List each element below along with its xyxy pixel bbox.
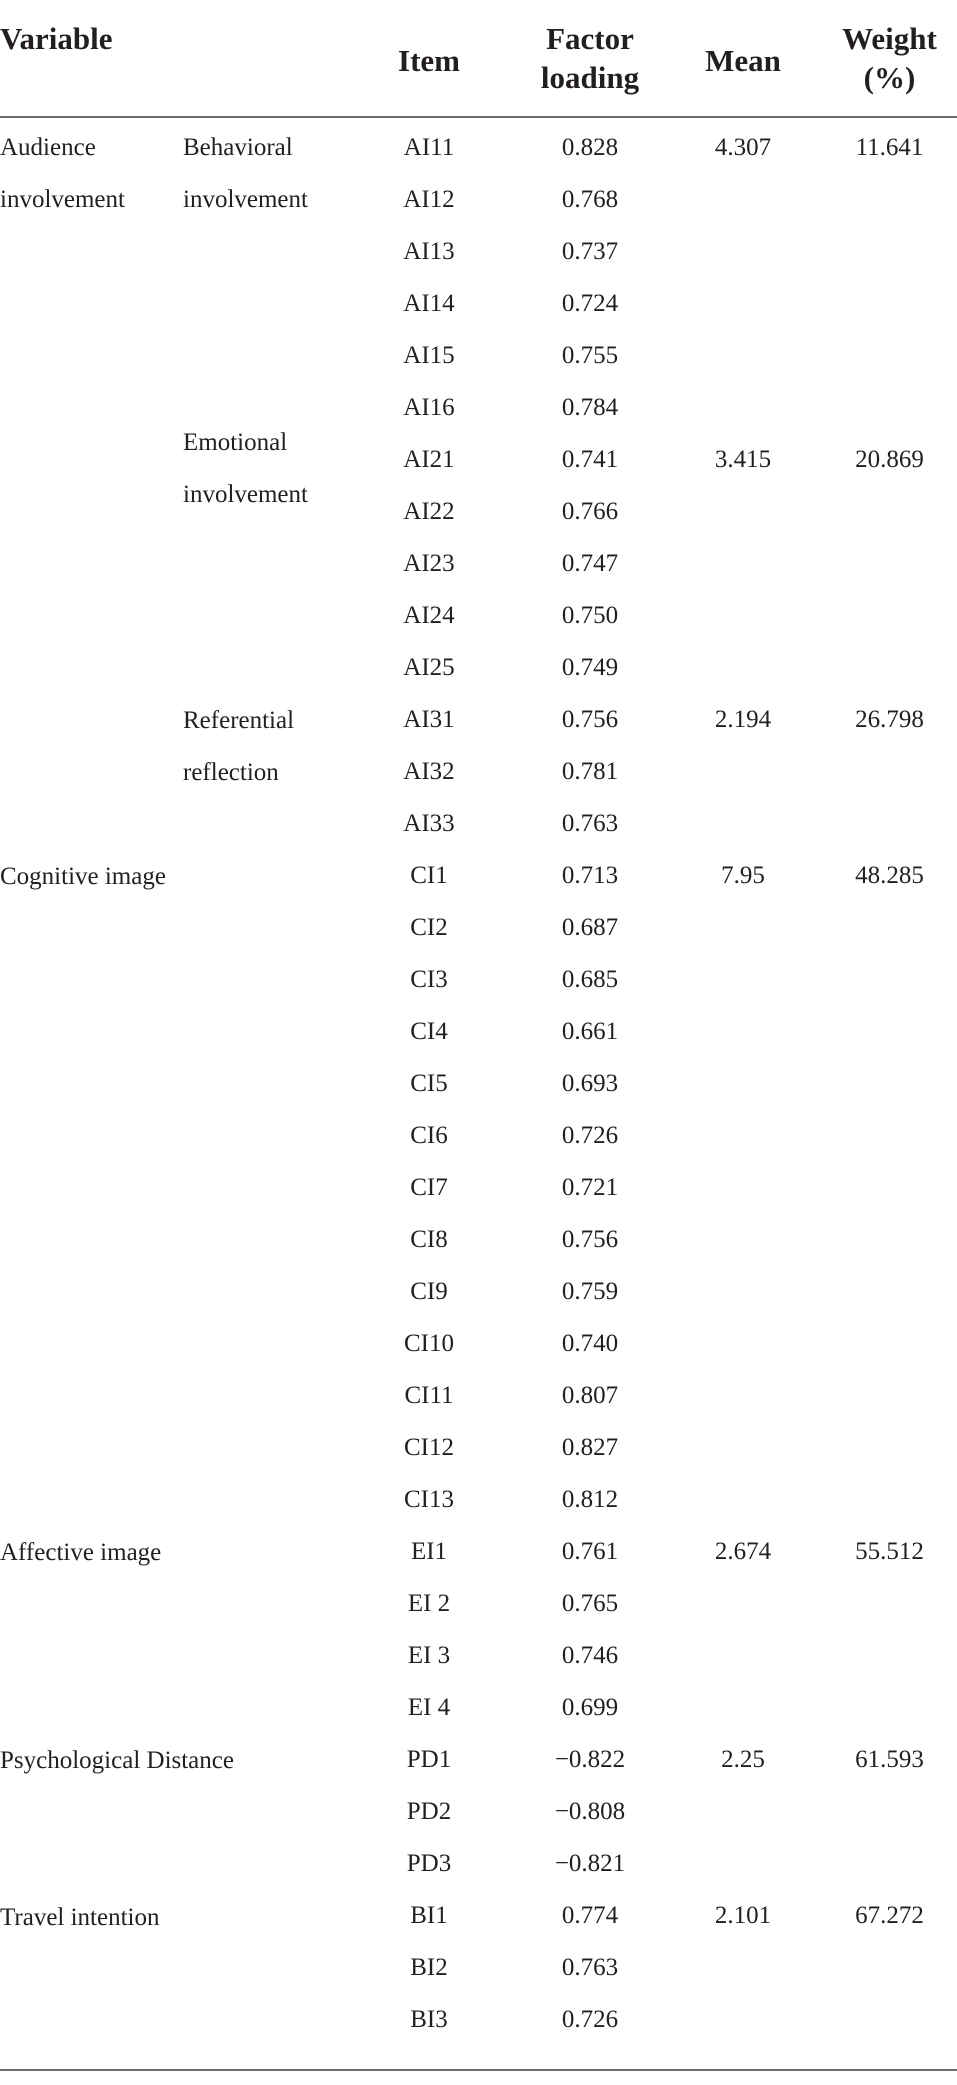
cell-factor-loading: 0.749 xyxy=(561,654,619,681)
variable-psychological-distance: Psychological Distance xyxy=(0,1747,234,1774)
header-factor-loading-line1: Factor xyxy=(546,21,634,56)
cell-item: CI6 xyxy=(410,1122,448,1149)
cell-factor-loading: 0.807 xyxy=(561,1382,619,1409)
cell-item: PD1 xyxy=(406,1746,452,1773)
cell-item: AI24 xyxy=(403,602,455,629)
cell-factor-loading: 0.726 xyxy=(561,2006,619,2033)
cell-item: AI14 xyxy=(403,290,455,317)
cell-item: BI3 xyxy=(410,2006,448,2033)
subvariable-emotional-line1: Emotional xyxy=(183,429,288,456)
cell-factor-loading: 0.687 xyxy=(561,914,619,941)
cell-item: BI1 xyxy=(410,1902,448,1929)
cell-factor-loading: 0.737 xyxy=(561,238,619,265)
cell-factor-loading: 0.828 xyxy=(561,134,619,161)
cell-item: CI11 xyxy=(404,1382,454,1409)
cell-factor-loading: 0.766 xyxy=(561,498,619,525)
cell-item: AI15 xyxy=(403,342,455,369)
variable-cognitive-image: Cognitive image xyxy=(0,863,166,890)
cell-item: EI1 xyxy=(410,1538,448,1565)
cell-item: CI9 xyxy=(410,1278,448,1305)
cell-factor-loading: −0.822 xyxy=(554,1746,626,1773)
cell-factor-loading: 0.763 xyxy=(561,810,619,837)
variable-affective-image: Affective image xyxy=(0,1539,162,1566)
cell-factor-loading: 0.661 xyxy=(561,1018,619,1045)
cell-item: AI13 xyxy=(403,238,455,265)
cell-factor-loading: 0.693 xyxy=(561,1070,619,1097)
cell-item: AI16 xyxy=(403,394,455,421)
cell-item: CI3 xyxy=(410,966,448,993)
variable-travel-intention: Travel intention xyxy=(0,1904,160,1931)
subvariable-behavioral-line2: involvement xyxy=(183,186,308,213)
cell-item: BI2 xyxy=(410,1954,448,1981)
cell-item: AI25 xyxy=(403,654,455,681)
cell-item: PD2 xyxy=(406,1798,452,1825)
cell-factor-loading: 0.756 xyxy=(561,1226,619,1253)
cell-item: AI12 xyxy=(403,186,455,213)
cell-item: PD3 xyxy=(406,1850,452,1877)
cell-item: CI1 xyxy=(410,862,448,889)
cell-item: AI21 xyxy=(403,446,455,473)
cell-item: AI23 xyxy=(403,550,455,577)
cell-mean: 2.101 xyxy=(714,1902,772,1929)
subvariable-behavioral-line1: Behavioral xyxy=(183,134,293,161)
cell-item: CI8 xyxy=(410,1226,448,1253)
cell-factor-loading: 0.774 xyxy=(561,1902,619,1929)
header-mean: Mean xyxy=(705,43,781,78)
cell-item: AI22 xyxy=(403,498,455,525)
cell-item: CI12 xyxy=(404,1434,454,1461)
cell-item: CI13 xyxy=(404,1486,454,1513)
cell-factor-loading: 0.781 xyxy=(561,758,619,785)
cell-factor-loading: 0.685 xyxy=(561,966,619,993)
footer-rule xyxy=(0,2069,957,2071)
cell-item: AI33 xyxy=(403,810,455,837)
cell-mean: 2.194 xyxy=(714,706,772,733)
cell-item: CI4 xyxy=(410,1018,448,1045)
cell-factor-loading: 0.747 xyxy=(561,550,619,577)
cell-item: CI7 xyxy=(410,1174,448,1201)
cell-factor-loading: 0.699 xyxy=(561,1694,619,1721)
header-rule xyxy=(0,116,957,118)
cell-item: EI 4 xyxy=(407,1694,451,1721)
cell-factor-loading: 0.713 xyxy=(561,862,619,889)
cell-factor-loading: 0.763 xyxy=(561,1954,619,1981)
variable-audience-line1: Audience xyxy=(0,134,96,161)
subvariable-referential-line1: Referential xyxy=(183,707,295,734)
cell-factor-loading: 0.784 xyxy=(561,394,619,421)
cell-weight: 20.869 xyxy=(855,446,924,473)
cell-factor-loading: 0.755 xyxy=(561,342,619,369)
cell-factor-loading: 0.761 xyxy=(561,1538,619,1565)
cell-mean: 4.307 xyxy=(714,134,772,161)
cell-weight: 61.593 xyxy=(855,1746,924,1773)
cell-item: CI5 xyxy=(410,1070,448,1097)
subvariable-referential-line2: reflection xyxy=(183,759,279,786)
cell-factor-loading: 0.750 xyxy=(561,602,619,629)
header-factor-loading-line2: loading xyxy=(540,60,640,95)
cell-factor-loading: 0.741 xyxy=(561,446,619,473)
header-weight-line2: (%) xyxy=(863,60,916,95)
cell-weight: 11.641 xyxy=(855,134,924,161)
cell-item: AI11 xyxy=(403,134,455,161)
cell-factor-loading: 0.756 xyxy=(561,706,619,733)
variable-audience-line2: involvement xyxy=(0,186,125,213)
cell-factor-loading: 0.812 xyxy=(561,1486,619,1513)
cell-factor-loading: 0.726 xyxy=(561,1122,619,1149)
cell-item: AI31 xyxy=(403,706,455,733)
cell-factor-loading: 0.827 xyxy=(561,1434,619,1461)
cell-item: EI 3 xyxy=(407,1642,451,1669)
cell-factor-loading: 0.768 xyxy=(561,186,619,213)
cell-item: CI10 xyxy=(404,1330,454,1357)
cell-factor-loading: −0.808 xyxy=(554,1798,626,1825)
cell-mean: 7.95 xyxy=(721,862,765,889)
cell-weight: 48.285 xyxy=(855,862,924,889)
cell-mean: 3.415 xyxy=(714,446,772,473)
cell-item: EI 2 xyxy=(407,1590,451,1617)
cell-weight: 55.512 xyxy=(855,1538,924,1565)
cell-factor-loading: 0.765 xyxy=(561,1590,619,1617)
cell-factor-loading: 0.721 xyxy=(561,1174,619,1201)
subvariable-emotional-line2: involvement xyxy=(183,481,308,508)
cell-item: AI32 xyxy=(403,758,455,785)
cell-factor-loading: 0.746 xyxy=(561,1642,619,1669)
cell-item: CI2 xyxy=(410,914,448,941)
cell-weight: 67.272 xyxy=(855,1902,924,1929)
cell-factor-loading: 0.759 xyxy=(561,1278,619,1305)
header-item: Item xyxy=(398,43,460,78)
header-weight-line1: Weight xyxy=(842,21,937,56)
cell-mean: 2.674 xyxy=(714,1538,772,1565)
cell-factor-loading: 0.740 xyxy=(561,1330,619,1357)
cell-mean: 2.25 xyxy=(721,1746,765,1773)
cell-factor-loading: 0.724 xyxy=(561,290,619,317)
header-variable: Variable xyxy=(0,21,113,56)
cell-weight: 26.798 xyxy=(855,706,924,733)
cell-factor-loading: −0.821 xyxy=(554,1850,626,1877)
